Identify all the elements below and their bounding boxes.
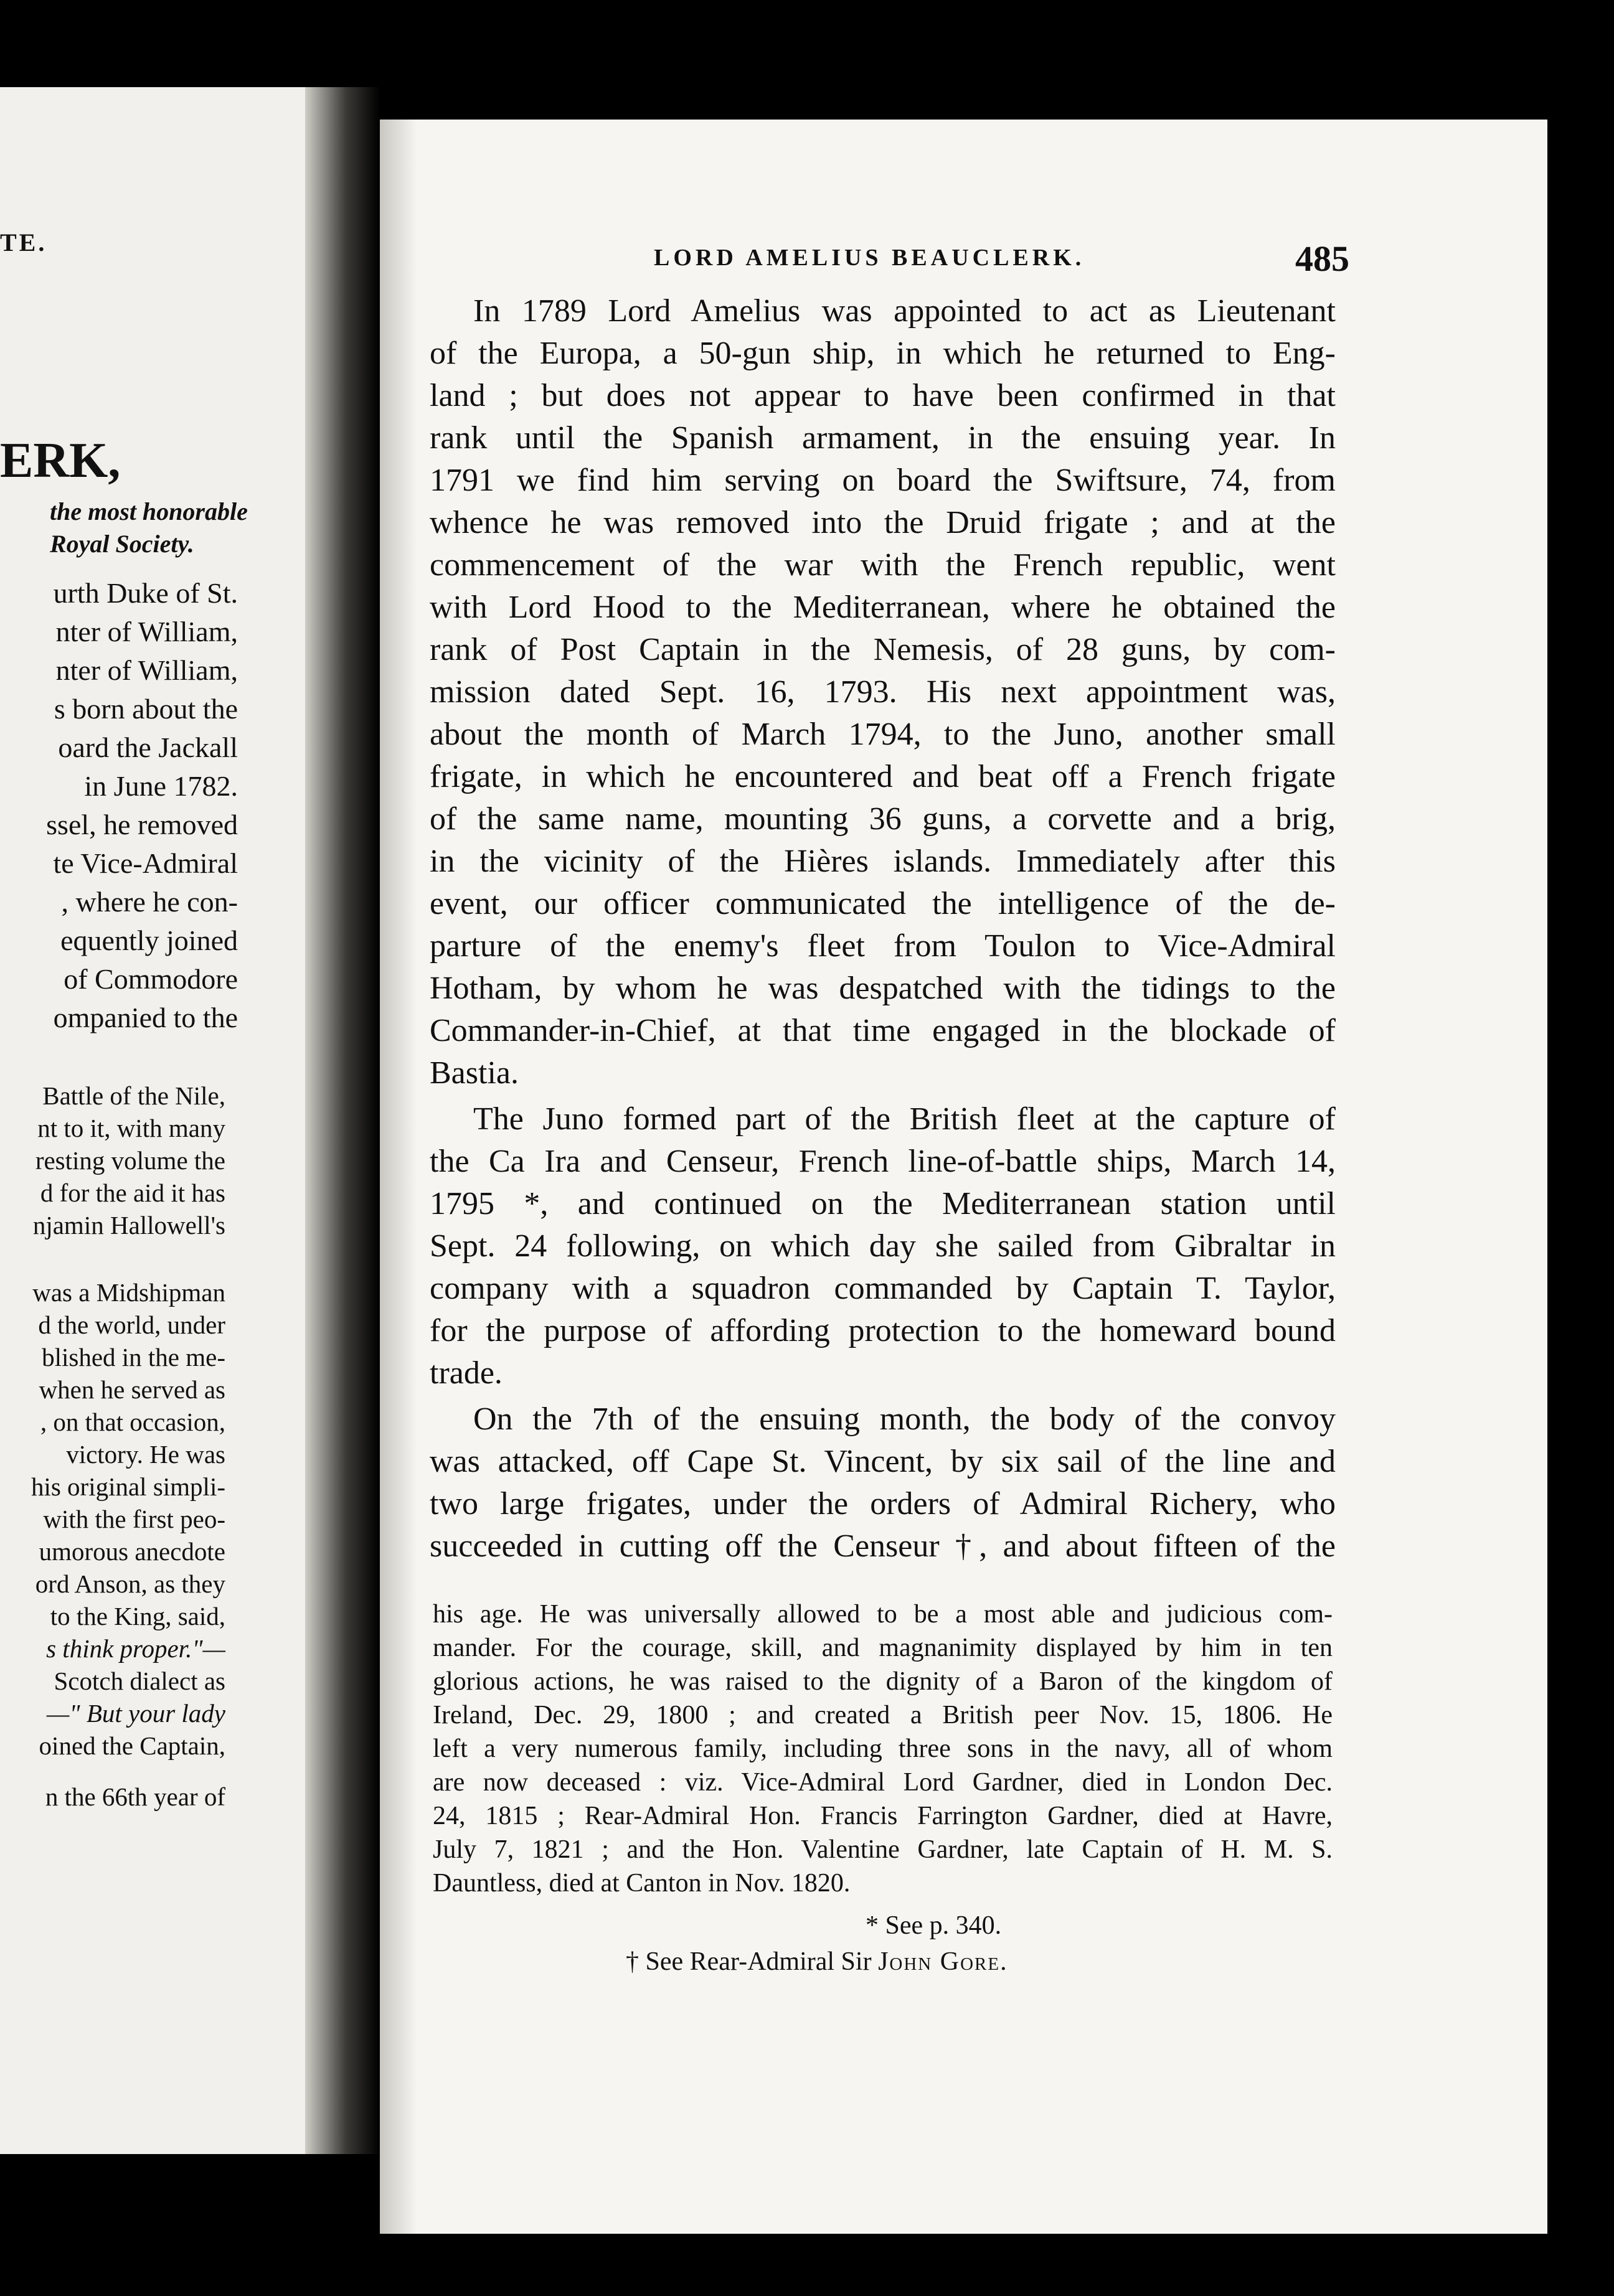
running-head: LORD AMELIUS BEAUCLERK.: [654, 245, 1085, 271]
body-line: with Lord Hood to the Mediterranean, where he obtained the: [430, 590, 1336, 625]
footnote-line: Ireland, Dec. 29, 1800 ; and created a British peer Nov. 15, 1806. He: [433, 1701, 1333, 1729]
left-note-line: umorous anecdote: [39, 1537, 225, 1566]
left-note-line: n the 66th year of: [45, 1782, 225, 1811]
left-note-line: to the King, said,: [50, 1602, 225, 1630]
body-line: whence he was removed into the Druid frigate ; and at the: [430, 505, 1336, 540]
body-line: parture of the enemy's fleet from Toulon to Vice-Admiral: [430, 928, 1336, 964]
footnote-ref-dagger-name: John Gore: [878, 1947, 1001, 1976]
body-line: in the vicinity of the Hières islands. Immediately after this: [430, 844, 1336, 879]
body-line: succeeded in cutting off the Censeur †, and about fifteen of the: [430, 1528, 1336, 1564]
right-page: [380, 120, 1547, 2234]
book-gutter: [305, 87, 380, 2154]
body-line: The Juno formed part of the British fleet at the capture of: [473, 1101, 1336, 1137]
left-note-line: with the first peo-: [43, 1505, 225, 1533]
body-line: for the purpose of affording protection to the homeward bound: [430, 1313, 1336, 1348]
left-note-line: d the world, under: [38, 1310, 225, 1339]
footnote-ref-dagger-suffix: .: [1000, 1947, 1007, 1976]
left-body-line: equently joined: [60, 925, 238, 956]
body-line: rank until the Spanish armament, in the ensuing year. In: [430, 420, 1336, 456]
footnote-line: July 7, 1821 ; and the Hon. Valentine Gardner, late Captain of H. M. S.: [433, 1835, 1333, 1864]
body-line: 1795 *, and continued on the Mediterranean station until: [430, 1186, 1336, 1221]
left-note-line: —" But your lady: [46, 1699, 225, 1728]
left-body-line: nter of William,: [55, 654, 238, 686]
left-body-line: , where he con-: [61, 886, 238, 918]
footnote-line: are now deceased : viz. Vice-Admiral Lord Gardner, died in London Dec.: [433, 1768, 1333, 1797]
body-line: Bastia.: [430, 1055, 519, 1091]
left-body-line: ssel, he removed: [46, 809, 238, 840]
body-line: commencement of the war with the French republic, went: [430, 547, 1336, 583]
footnote-line: glorious actions, he was raised to the dignity of a Baron of the kingdom of: [433, 1667, 1333, 1696]
body-line: In 1789 Lord Amelius was appointed to act as Lieutenant: [473, 293, 1336, 329]
body-line: about the month of March 1794, to the Juno, another small: [430, 717, 1336, 752]
body-line: Hotham, by whom he was despatched with the tidings to the: [430, 971, 1336, 1006]
left-note-line: oined the Captain,: [39, 1731, 225, 1760]
left-body-line: in June 1782.: [84, 770, 238, 802]
footnote-ref-dagger-prefix: † See Rear-Admiral Sir: [626, 1947, 879, 1976]
left-body-line: of Commodore: [64, 963, 238, 995]
footnote-line: left a very numerous family, including three sons in the navy, all of whom: [433, 1734, 1333, 1763]
left-note-line: Battle of the Nile,: [42, 1081, 225, 1110]
footnote-ref-dagger: [626, 1949, 1007, 1975]
left-note-line: when he served as: [39, 1375, 225, 1404]
left-body-line: ompanied to the: [53, 1002, 238, 1033]
body-line: Commander-in-Chief, at that time engaged in the blockade of: [430, 1013, 1336, 1048]
body-line: the Ca Ira and Censeur, French line-of-battle ships, March 14,: [430, 1144, 1336, 1179]
left-heading: ERK,: [0, 433, 121, 488]
left-facing-page: [0, 87, 311, 2154]
left-subtitle-line: the most honorable: [50, 497, 248, 525]
left-subtitle-line: Royal Society.: [50, 530, 194, 558]
body-line: two large frigates, under the orders of Admiral Richery, who: [430, 1486, 1336, 1522]
body-line: trade.: [430, 1355, 503, 1391]
body-line: 1791 we find him serving on board the Swiftsure, 74, from: [430, 463, 1336, 498]
body-line: On the 7th of the ensuing month, the body of the convoy: [473, 1401, 1336, 1437]
body-line: frigate, in which he encountered and beat off a French frigate: [430, 759, 1336, 794]
left-note-line: ord Anson, as they: [35, 1569, 225, 1598]
left-note-line: his original simpli-: [31, 1472, 225, 1501]
left-body-line: s born about the: [54, 693, 238, 725]
footnote-line: 24, 1815 ; Rear-Admiral Hon. Francis Farrington Gardner, died at Havre,: [433, 1802, 1333, 1830]
body-line: was attacked, off Cape St. Vincent, by six sail of the line and: [430, 1444, 1336, 1479]
left-note-line: , on that occasion,: [40, 1408, 225, 1436]
left-note-line: d for the aid it has: [40, 1179, 225, 1207]
left-note-line: nt to it, with many: [37, 1114, 225, 1142]
body-line: land ; but does not appear to have been confirmed in that: [430, 378, 1336, 413]
body-line: event, our officer communicated the intelligence of the de-: [430, 886, 1336, 921]
page-number: 485: [1295, 238, 1349, 279]
body-line: Sept. 24 following, on which day she sailed from Gibraltar in: [430, 1228, 1336, 1264]
left-body-line: nter of William,: [55, 616, 238, 647]
left-running-head: TE.: [0, 228, 47, 256]
left-body-line: oard the Jackall: [58, 732, 238, 763]
body-line: mission dated Sept. 16, 1793. His next appointment was,: [430, 674, 1336, 710]
footnote-line: mander. For the courage, skill, and magnanimity displayed by him in ten: [433, 1634, 1333, 1662]
body-line: rank of Post Captain in the Nemesis, of 28 guns, by com-: [430, 632, 1336, 667]
body-line: of the Europa, a 50-gun ship, in which he returned to Eng-: [430, 336, 1336, 371]
left-note-line: was a Midshipman: [32, 1278, 225, 1307]
body-line: of the same name, mounting 36 guns, a corvette and a brig,: [430, 801, 1336, 837]
footnote-ref-star: * See p. 340.: [866, 1911, 1002, 1940]
footnote-line: Dauntless, died at Canton in Nov. 1820.: [433, 1869, 851, 1898]
left-note-line: victory. He was: [66, 1440, 225, 1469]
left-note-line: resting volume the: [35, 1146, 225, 1175]
left-body-line: te Vice-Admiral: [53, 847, 238, 879]
footnote-line: his age. He was universally allowed to be a most able and judicious com-: [433, 1600, 1333, 1629]
left-note-line: Scotch dialect as: [54, 1667, 225, 1695]
left-body-line: urth Duke of St.: [53, 577, 238, 609]
page-fold-shadow: [380, 120, 417, 2234]
left-note-line: s think proper."—: [46, 1634, 225, 1663]
left-note-line: blished in the me-: [42, 1343, 225, 1371]
body-line: company with a squadron commanded by Captain T. Taylor,: [430, 1271, 1336, 1306]
left-note-line: njamin Hallowell's: [32, 1211, 225, 1240]
